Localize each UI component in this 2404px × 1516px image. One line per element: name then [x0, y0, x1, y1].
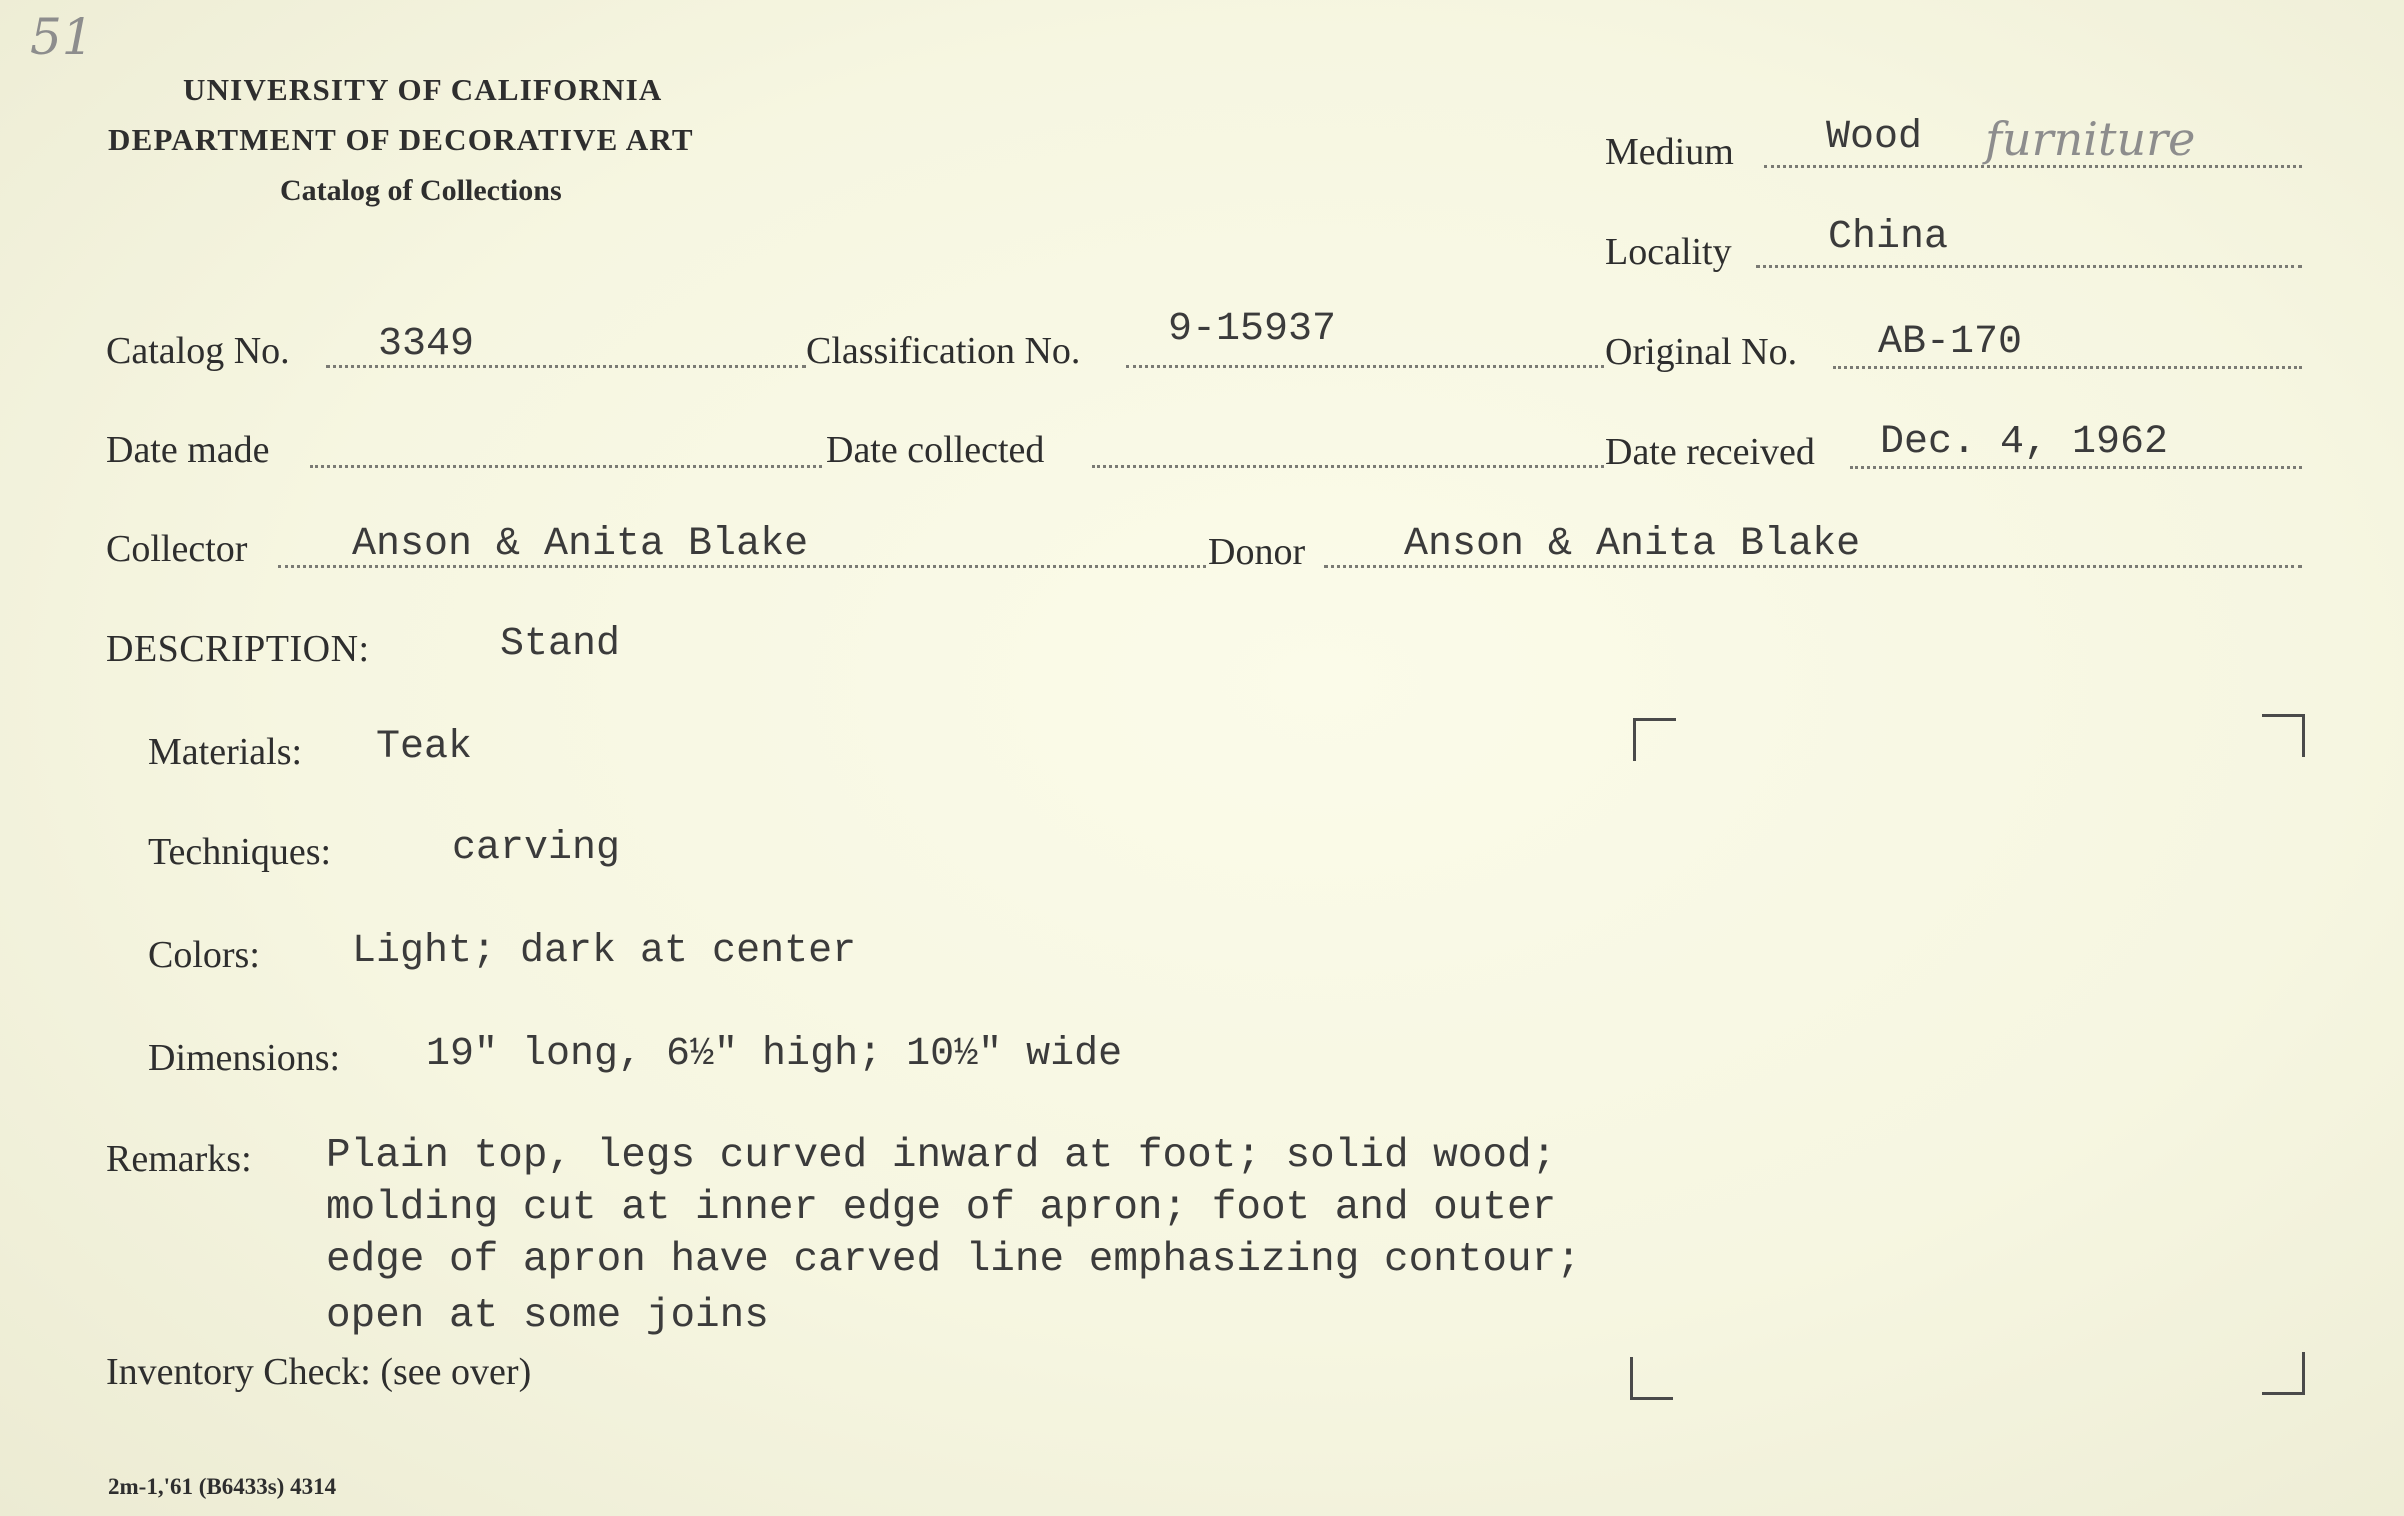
colors-value: Light; dark at center	[352, 929, 857, 974]
materials-label: Materials:	[148, 731, 303, 773]
date-received-label: Date received	[1605, 431, 1815, 473]
catalog-no-label: Catalog No.	[106, 330, 290, 372]
collector-label: Collector	[106, 528, 248, 570]
date-received-line	[1850, 466, 2302, 469]
locality-label: Locality	[1605, 231, 1732, 273]
date-made-line	[310, 465, 822, 468]
original-no-line	[1833, 366, 2302, 369]
donor-label: Donor	[1208, 531, 1306, 573]
collector-value: Anson & Anita Blake	[352, 522, 809, 567]
photo-corner-top-right	[2262, 714, 2305, 757]
original-no-label: Original No.	[1605, 331, 1798, 373]
photo-corner-top-left	[1633, 718, 1676, 761]
techniques-value: carving	[452, 826, 621, 871]
medium-label: Medium	[1605, 131, 1734, 173]
remarks-label: Remarks:	[106, 1138, 252, 1180]
remarks-line: edge of apron have carved line emphasizing contour;	[326, 1237, 1581, 1283]
original-no-value: AB-170	[1878, 320, 2023, 365]
description-value: Stand	[500, 622, 621, 667]
date-collected-line	[1092, 465, 1604, 468]
catalog-no-value: 3349	[378, 322, 475, 367]
photo-corner-bottom-left	[1630, 1357, 1673, 1400]
photo-corner-bottom-right	[2262, 1352, 2305, 1395]
header-department: DEPARTMENT OF DECORATIVE ART	[108, 122, 694, 157]
header-catalog-of-collections: Catalog of Collections	[280, 174, 562, 207]
remarks-line: molding cut at inner edge of apron; foot and outer	[326, 1185, 1557, 1231]
materials-value: Teak	[376, 725, 473, 770]
print-code: 2m-1,'61 (B6433s) 4314	[108, 1474, 337, 1499]
locality-value: China	[1828, 215, 1949, 260]
remarks-line: open at some joins	[326, 1293, 769, 1339]
techniques-label: Techniques:	[148, 831, 332, 873]
description-label: DESCRIPTION:	[106, 628, 370, 670]
classification-no-label: Classification No.	[806, 330, 1081, 372]
donor-value: Anson & Anita Blake	[1404, 522, 1861, 567]
locality-line	[1756, 265, 2302, 268]
medium-value: Wood	[1826, 115, 1923, 160]
classification-no-value: 9-15937	[1168, 307, 1337, 352]
dimensions-label: Dimensions:	[148, 1037, 341, 1079]
date-received-value: Dec. 4, 1962	[1880, 420, 2169, 465]
medium-handwritten-note: furniture	[1985, 112, 2196, 166]
dimensions-value: 19" long, 6½" high; 10½" wide	[426, 1032, 1123, 1077]
date-made-label: Date made	[106, 429, 270, 471]
inventory-check: Inventory Check: (see over)	[106, 1351, 532, 1393]
corner-note: 51	[30, 8, 94, 66]
header-university: UNIVERSITY OF CALIFORNIA	[183, 72, 663, 107]
remarks-line: Plain top, legs curved inward at foot; solid wood;	[326, 1133, 1557, 1179]
colors-label: Colors:	[148, 934, 260, 976]
date-collected-label: Date collected	[826, 429, 1045, 471]
classification-no-line	[1126, 365, 1604, 368]
